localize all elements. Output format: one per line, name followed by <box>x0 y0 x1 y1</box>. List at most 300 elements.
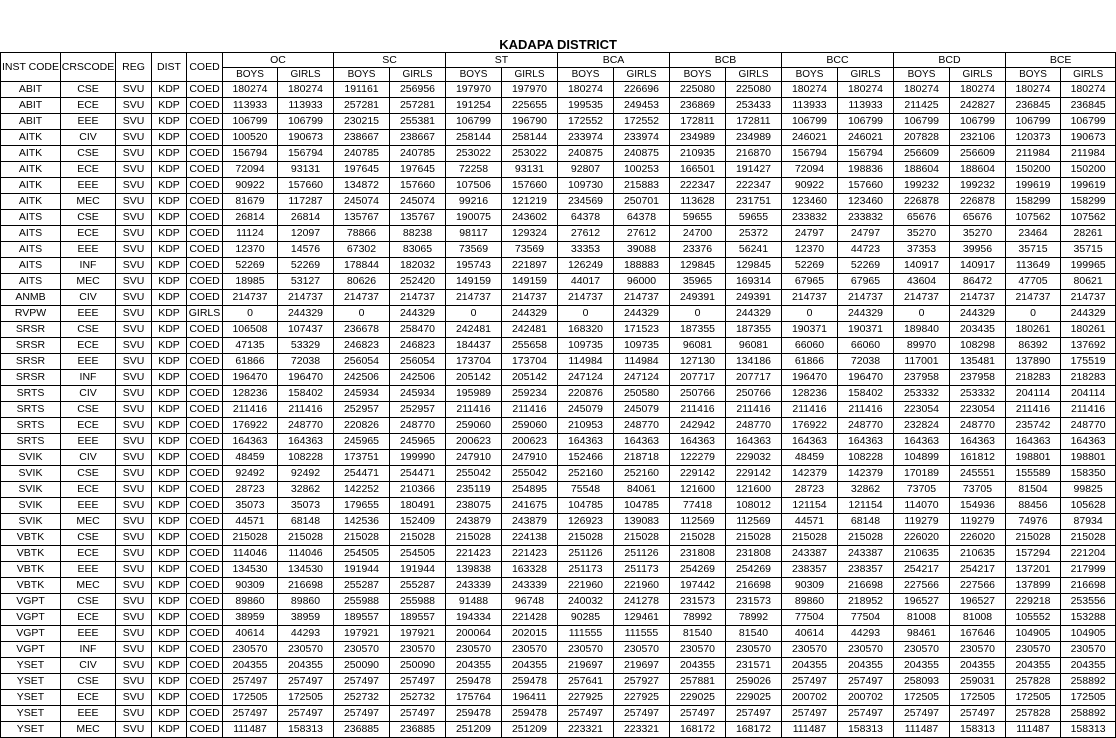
table-row <box>1 562 1116 578</box>
reg-cell: SVU <box>116 482 152 498</box>
oc-boys-cell: 106799 <box>223 114 278 130</box>
sc-boys-cell: 252732 <box>334 690 390 706</box>
bce-girls-cell: 35715 <box>1061 242 1116 258</box>
inst-code-cell: VBTK <box>1 562 61 578</box>
inst-code-cell: AITK <box>1 162 61 178</box>
girls-header: GIRLS <box>838 68 894 82</box>
bcd-girls-cell: 106799 <box>950 114 1006 130</box>
bcd-boys-cell: 98461 <box>894 626 950 642</box>
girls-header: GIRLS <box>278 68 334 82</box>
bcd-boys-cell: 35270 <box>894 226 950 242</box>
crs-code-cell: CSE <box>61 210 116 226</box>
bce-boys-cell: 158299 <box>1006 194 1061 210</box>
bcc-girls-cell: 44723 <box>838 242 894 258</box>
bcb-girls-cell: 96081 <box>726 338 782 354</box>
category-header-row <box>1 53 1116 68</box>
bca-boys-cell: 247124 <box>558 370 614 386</box>
bcc-boys-cell: 214737 <box>782 290 838 306</box>
bca-girls-cell: 100253 <box>614 162 670 178</box>
sc-girls-cell: 255988 <box>390 594 446 610</box>
oc-boys-cell: 90922 <box>223 178 278 194</box>
oc-boys-cell: 128236 <box>223 386 278 402</box>
bca-girls-cell: 223321 <box>614 722 670 738</box>
bcb-boys-cell: 112569 <box>670 514 726 530</box>
bca-boys-cell: 109735 <box>558 338 614 354</box>
dist-cell: KDP <box>152 354 187 370</box>
bca-boys-cell: 252160 <box>558 466 614 482</box>
st-boys-cell: 191254 <box>446 98 502 114</box>
bcb-boys-cell: 127130 <box>670 354 726 370</box>
sc-girls-cell: 257497 <box>390 706 446 722</box>
bcd-boys-cell: 170189 <box>894 466 950 482</box>
bcd-boys-cell: 227566 <box>894 578 950 594</box>
bce-boys-cell: 113649 <box>1006 258 1061 274</box>
table-row <box>1 130 1116 146</box>
inst-code-cell: AITS <box>1 242 61 258</box>
category-header-bcc: BCC <box>782 53 894 68</box>
bcc-boys-cell: 233832 <box>782 210 838 226</box>
crs-code-cell: ECE <box>61 162 116 178</box>
bce-girls-cell: 217999 <box>1061 562 1116 578</box>
bcd-girls-cell: 248770 <box>950 418 1006 434</box>
coed-cell: COED <box>187 178 223 194</box>
girls-header: GIRLS <box>502 68 558 82</box>
bca-girls-cell: 96000 <box>614 274 670 290</box>
reg-cell: SVU <box>116 530 152 546</box>
st-girls-cell: 255658 <box>502 338 558 354</box>
st-boys-cell: 247910 <box>446 450 502 466</box>
dist-cell: KDP <box>152 530 187 546</box>
bcb-boys-cell: 187355 <box>670 322 726 338</box>
bce-boys-cell: 104905 <box>1006 626 1061 642</box>
oc-boys-cell: 180274 <box>223 82 278 98</box>
bcc-boys-cell: 89860 <box>782 594 838 610</box>
coed-header: COED <box>187 53 223 82</box>
table-row <box>1 322 1116 338</box>
sc-girls-cell: 255381 <box>390 114 446 130</box>
oc-girls-cell: 248770 <box>278 418 334 434</box>
table-row <box>1 386 1116 402</box>
category-header-bcd: BCD <box>894 53 1006 68</box>
oc-boys-cell: 35073 <box>223 498 278 514</box>
bcd-boys-cell: 254217 <box>894 562 950 578</box>
reg-cell: SVU <box>116 322 152 338</box>
sc-boys-cell: 236678 <box>334 322 390 338</box>
crs-code-cell: INF <box>61 642 116 658</box>
sc-boys-cell: 245965 <box>334 434 390 450</box>
bcb-girls-cell: 231571 <box>726 658 782 674</box>
inst-code-cell: SVIK <box>1 466 61 482</box>
dist-cell: KDP <box>152 322 187 338</box>
bce-girls-cell: 106799 <box>1061 114 1116 130</box>
bce-boys-cell: 157294 <box>1006 546 1061 562</box>
bcc-girls-cell: 67965 <box>838 274 894 290</box>
bcb-girls-cell: 249391 <box>726 290 782 306</box>
bca-boys-cell: 152466 <box>558 450 614 466</box>
bce-boys-cell: 215028 <box>1006 530 1061 546</box>
bcb-girls-cell: 229142 <box>726 466 782 482</box>
bcb-boys-cell: 78992 <box>670 610 726 626</box>
bcc-boys-cell: 0 <box>782 306 838 322</box>
boys-header: BOYS <box>670 68 726 82</box>
oc-girls-cell: 216698 <box>278 578 334 594</box>
oc-boys-cell: 172505 <box>223 690 278 706</box>
crs-code-cell: CSE <box>61 594 116 610</box>
reg-cell: SVU <box>116 722 152 738</box>
bcb-boys-cell: 129845 <box>670 258 726 274</box>
coed-cell: COED <box>187 370 223 386</box>
st-boys-cell: 230570 <box>446 642 502 658</box>
bce-boys-cell: 107562 <box>1006 210 1061 226</box>
bce-boys-cell: 204355 <box>1006 658 1061 674</box>
st-girls-cell: 204355 <box>502 658 558 674</box>
st-girls-cell: 196790 <box>502 114 558 130</box>
oc-boys-cell: 18985 <box>223 274 278 290</box>
bce-girls-cell: 248770 <box>1061 418 1116 434</box>
coed-cell: COED <box>187 418 223 434</box>
bcd-boys-cell: 256609 <box>894 146 950 162</box>
table-row <box>1 546 1116 562</box>
category-header-bcb: BCB <box>670 53 782 68</box>
boys-header: BOYS <box>558 68 614 82</box>
bcd-girls-cell: 210635 <box>950 546 1006 562</box>
coed-cell: COED <box>187 338 223 354</box>
bcb-girls-cell: 129845 <box>726 258 782 274</box>
bcc-boys-cell: 72094 <box>782 162 838 178</box>
bcc-girls-cell: 44293 <box>838 626 894 642</box>
bcb-girls-cell: 169314 <box>726 274 782 290</box>
st-boys-cell: 194334 <box>446 610 502 626</box>
bcd-boys-cell: 73705 <box>894 482 950 498</box>
coed-cell: COED <box>187 450 223 466</box>
dist-cell: KDP <box>152 722 187 738</box>
dist-cell: KDP <box>152 706 187 722</box>
sc-girls-cell: 240785 <box>390 146 446 162</box>
sc-girls-cell: 152409 <box>390 514 446 530</box>
inst-code-cell: AITS <box>1 258 61 274</box>
oc-boys-cell: 106508 <box>223 322 278 338</box>
bcb-girls-cell: 56241 <box>726 242 782 258</box>
bcb-boys-cell: 59655 <box>670 210 726 226</box>
st-girls-cell: 149159 <box>502 274 558 290</box>
bcb-boys-cell: 121600 <box>670 482 726 498</box>
bcc-girls-cell: 106799 <box>838 114 894 130</box>
bce-girls-cell: 253556 <box>1061 594 1116 610</box>
bce-girls-cell: 211984 <box>1061 146 1116 162</box>
bca-girls-cell: 109735 <box>614 338 670 354</box>
sc-boys-cell: 189557 <box>334 610 390 626</box>
bcb-boys-cell: 215028 <box>670 530 726 546</box>
oc-boys-cell: 211416 <box>223 402 278 418</box>
dist-cell: KDP <box>152 578 187 594</box>
sc-girls-cell: 197645 <box>390 162 446 178</box>
bca-boys-cell: 214737 <box>558 290 614 306</box>
sc-girls-cell: 245965 <box>390 434 446 450</box>
bcc-girls-cell: 198836 <box>838 162 894 178</box>
sc-girls-cell: 83065 <box>390 242 446 258</box>
dist-cell: KDP <box>152 466 187 482</box>
dist-cell: KDP <box>152 386 187 402</box>
category-header-sc: SC <box>334 53 446 68</box>
st-boys-cell: 215028 <box>446 530 502 546</box>
crs-code-cell: ECE <box>61 610 116 626</box>
bce-boys-cell: 199619 <box>1006 178 1061 194</box>
table-row <box>1 690 1116 706</box>
sc-boys-cell: 254505 <box>334 546 390 562</box>
bcd-girls-cell: 199232 <box>950 178 1006 194</box>
bcd-boys-cell: 188604 <box>894 162 950 178</box>
st-girls-cell: 121219 <box>502 194 558 210</box>
sc-girls-cell: 215028 <box>390 530 446 546</box>
bcd-boys-cell: 230570 <box>894 642 950 658</box>
oc-girls-cell: 108228 <box>278 450 334 466</box>
bcd-boys-cell: 111487 <box>894 722 950 738</box>
table-row <box>1 162 1116 178</box>
sc-boys-cell: 236885 <box>334 722 390 738</box>
sc-girls-cell: 214737 <box>390 290 446 306</box>
sc-boys-cell: 178844 <box>334 258 390 274</box>
bce-boys-cell: 35715 <box>1006 242 1061 258</box>
bcd-girls-cell: 135481 <box>950 354 1006 370</box>
st-boys-cell: 107506 <box>446 178 502 194</box>
dist-cell: KDP <box>152 674 187 690</box>
district-title: KADAPA DISTRICT <box>1 36 1116 53</box>
bcc-boys-cell: 113933 <box>782 98 838 114</box>
sc-girls-cell: 191944 <box>390 562 446 578</box>
bcc-boys-cell: 12370 <box>782 242 838 258</box>
sc-boys-cell: 245934 <box>334 386 390 402</box>
bcd-girls-cell: 226020 <box>950 530 1006 546</box>
bce-boys-cell: 137890 <box>1006 354 1061 370</box>
dist-cell: KDP <box>152 514 187 530</box>
reg-cell: SVU <box>116 338 152 354</box>
oc-boys-cell: 156794 <box>223 146 278 162</box>
bca-girls-cell: 257927 <box>614 674 670 690</box>
inst-code-cell: YSET <box>1 690 61 706</box>
bcb-boys-cell: 164363 <box>670 434 726 450</box>
crs-code-cell: CIV <box>61 658 116 674</box>
reg-cell: SVU <box>116 370 152 386</box>
inst-code-cell: ABIT <box>1 98 61 114</box>
bcc-girls-cell: 66060 <box>838 338 894 354</box>
reg-cell: SVU <box>116 562 152 578</box>
oc-girls-cell: 172505 <box>278 690 334 706</box>
bcd-girls-cell: 253332 <box>950 386 1006 402</box>
bca-girls-cell: 218718 <box>614 450 670 466</box>
oc-boys-cell: 47135 <box>223 338 278 354</box>
bcb-boys-cell: 249391 <box>670 290 726 306</box>
bcd-girls-cell: 188604 <box>950 162 1006 178</box>
sc-girls-cell: 236885 <box>390 722 446 738</box>
bca-girls-cell: 219697 <box>614 658 670 674</box>
bcc-boys-cell: 246021 <box>782 130 838 146</box>
bce-girls-cell: 180274 <box>1061 82 1116 98</box>
bca-girls-cell: 164363 <box>614 434 670 450</box>
st-girls-cell: 247910 <box>502 450 558 466</box>
table-row <box>1 194 1116 210</box>
bca-girls-cell: 251173 <box>614 562 670 578</box>
bcc-girls-cell: 32862 <box>838 482 894 498</box>
bcb-girls-cell: 78992 <box>726 610 782 626</box>
bcc-boys-cell: 176922 <box>782 418 838 434</box>
st-girls-cell: 258144 <box>502 130 558 146</box>
crs-code-cell: MEC <box>61 194 116 210</box>
bcc-girls-cell: 243387 <box>838 546 894 562</box>
st-girls-cell: 230570 <box>502 642 558 658</box>
st-boys-cell: 253022 <box>446 146 502 162</box>
bce-boys-cell: 164363 <box>1006 434 1061 450</box>
bca-boys-cell: 240875 <box>558 146 614 162</box>
oc-boys-cell: 215028 <box>223 530 278 546</box>
sc-boys-cell: 257497 <box>334 674 390 690</box>
bcc-girls-cell: 72038 <box>838 354 894 370</box>
bca-boys-cell: 44017 <box>558 274 614 290</box>
st-boys-cell: 72258 <box>446 162 502 178</box>
oc-boys-cell: 28723 <box>223 482 278 498</box>
oc-boys-cell: 176922 <box>223 418 278 434</box>
crs-code-cell: CSE <box>61 466 116 482</box>
oc-boys-cell: 0 <box>223 306 278 322</box>
bce-girls-cell: 199619 <box>1061 178 1116 194</box>
bce-girls-cell: 221204 <box>1061 546 1116 562</box>
inst-code-cell: VGPT <box>1 642 61 658</box>
table-row <box>1 530 1116 546</box>
inst-code-cell: AITS <box>1 274 61 290</box>
bcd-boys-cell: 140917 <box>894 258 950 274</box>
bce-girls-cell: 99825 <box>1061 482 1116 498</box>
oc-girls-cell: 12097 <box>278 226 334 242</box>
st-girls-cell: 243602 <box>502 210 558 226</box>
oc-boys-cell: 61866 <box>223 354 278 370</box>
bce-boys-cell: 88456 <box>1006 498 1061 514</box>
bcd-girls-cell: 73705 <box>950 482 1006 498</box>
bcb-girls-cell: 216698 <box>726 578 782 594</box>
sc-boys-cell: 255287 <box>334 578 390 594</box>
reg-cell: SVU <box>116 626 152 642</box>
bce-boys-cell: 106799 <box>1006 114 1061 130</box>
oc-girls-cell: 117287 <box>278 194 334 210</box>
bcd-girls-cell: 196527 <box>950 594 1006 610</box>
reg-cell: SVU <box>116 578 152 594</box>
bce-boys-cell: 23464 <box>1006 226 1061 242</box>
bca-boys-cell: 33353 <box>558 242 614 258</box>
bcd-boys-cell: 172505 <box>894 690 950 706</box>
st-boys-cell: 204355 <box>446 658 502 674</box>
sc-boys-cell: 250090 <box>334 658 390 674</box>
bcc-boys-cell: 106799 <box>782 114 838 130</box>
bce-boys-cell: 257828 <box>1006 706 1061 722</box>
sc-girls-cell: 180491 <box>390 498 446 514</box>
bcb-girls-cell: 248770 <box>726 418 782 434</box>
bcb-boys-cell: 122279 <box>670 450 726 466</box>
bcd-girls-cell: 167646 <box>950 626 1006 642</box>
st-boys-cell: 139838 <box>446 562 502 578</box>
bcd-girls-cell: 81008 <box>950 610 1006 626</box>
boys-header: BOYS <box>894 68 950 82</box>
bcd-girls-cell: 172505 <box>950 690 1006 706</box>
bce-boys-cell: 0 <box>1006 306 1061 322</box>
oc-girls-cell: 32862 <box>278 482 334 498</box>
oc-girls-cell: 89860 <box>278 594 334 610</box>
inst-code-cell: AITK <box>1 130 61 146</box>
bcb-boys-cell: 242942 <box>670 418 726 434</box>
bca-boys-cell: 234569 <box>558 194 614 210</box>
st-boys-cell: 255042 <box>446 466 502 482</box>
bcd-boys-cell: 180274 <box>894 82 950 98</box>
table-row <box>1 706 1116 722</box>
bca-girls-cell: 215028 <box>614 530 670 546</box>
dist-cell: KDP <box>152 194 187 210</box>
bcb-boys-cell: 231808 <box>670 546 726 562</box>
oc-girls-cell: 38959 <box>278 610 334 626</box>
bca-boys-cell: 210953 <box>558 418 614 434</box>
dist-cell: KDP <box>152 306 187 322</box>
st-girls-cell: 96748 <box>502 594 558 610</box>
bcc-girls-cell: 216698 <box>838 578 894 594</box>
sc-boys-cell: 78866 <box>334 226 390 242</box>
oc-girls-cell: 106799 <box>278 114 334 130</box>
coed-cell: COED <box>187 674 223 690</box>
bce-girls-cell: 204114 <box>1061 386 1116 402</box>
coed-cell: COED <box>187 562 223 578</box>
sc-boys-cell: 191944 <box>334 562 390 578</box>
coed-cell: COED <box>187 290 223 306</box>
coed-cell: COED <box>187 162 223 178</box>
bce-girls-cell: 28261 <box>1061 226 1116 242</box>
inst-code-cell: SRTS <box>1 418 61 434</box>
bcb-boys-cell: 257497 <box>670 706 726 722</box>
bca-boys-cell: 220876 <box>558 386 614 402</box>
st-boys-cell: 200623 <box>446 434 502 450</box>
crs-code-cell: EEE <box>61 498 116 514</box>
inst-code-cell: SRTS <box>1 434 61 450</box>
oc-boys-cell: 204355 <box>223 658 278 674</box>
dist-cell: KDP <box>152 226 187 242</box>
sc-boys-cell: 256054 <box>334 354 390 370</box>
bca-girls-cell: 233974 <box>614 130 670 146</box>
bca-boys-cell: 227925 <box>558 690 614 706</box>
bcc-girls-cell: 244329 <box>838 306 894 322</box>
st-girls-cell: 214737 <box>502 290 558 306</box>
reg-cell: SVU <box>116 706 152 722</box>
inst-code-cell: YSET <box>1 658 61 674</box>
bce-boys-cell: 198801 <box>1006 450 1061 466</box>
st-girls-cell: 254895 <box>502 482 558 498</box>
bcd-boys-cell: 117001 <box>894 354 950 370</box>
dist-cell: KDP <box>152 274 187 290</box>
sc-girls-cell: 197921 <box>390 626 446 642</box>
coed-cell: COED <box>187 706 223 722</box>
bcc-boys-cell: 66060 <box>782 338 838 354</box>
bcd-boys-cell: 119279 <box>894 514 950 530</box>
coed-cell: COED <box>187 226 223 242</box>
sc-girls-cell: 245074 <box>390 194 446 210</box>
bce-boys-cell: 74976 <box>1006 514 1061 530</box>
dist-cell: KDP <box>152 690 187 706</box>
sc-boys-cell: 142252 <box>334 482 390 498</box>
bce-girls-cell: 198801 <box>1061 450 1116 466</box>
sc-girls-cell: 255287 <box>390 578 446 594</box>
st-girls-cell: 163328 <box>502 562 558 578</box>
dist-cell: KDP <box>152 210 187 226</box>
bca-boys-cell: 90285 <box>558 610 614 626</box>
bcb-girls-cell: 231808 <box>726 546 782 562</box>
bca-girls-cell: 129461 <box>614 610 670 626</box>
dist-cell: KDP <box>152 594 187 610</box>
bce-boys-cell: 204114 <box>1006 386 1061 402</box>
reg-cell: SVU <box>116 82 152 98</box>
bcc-boys-cell: 200702 <box>782 690 838 706</box>
